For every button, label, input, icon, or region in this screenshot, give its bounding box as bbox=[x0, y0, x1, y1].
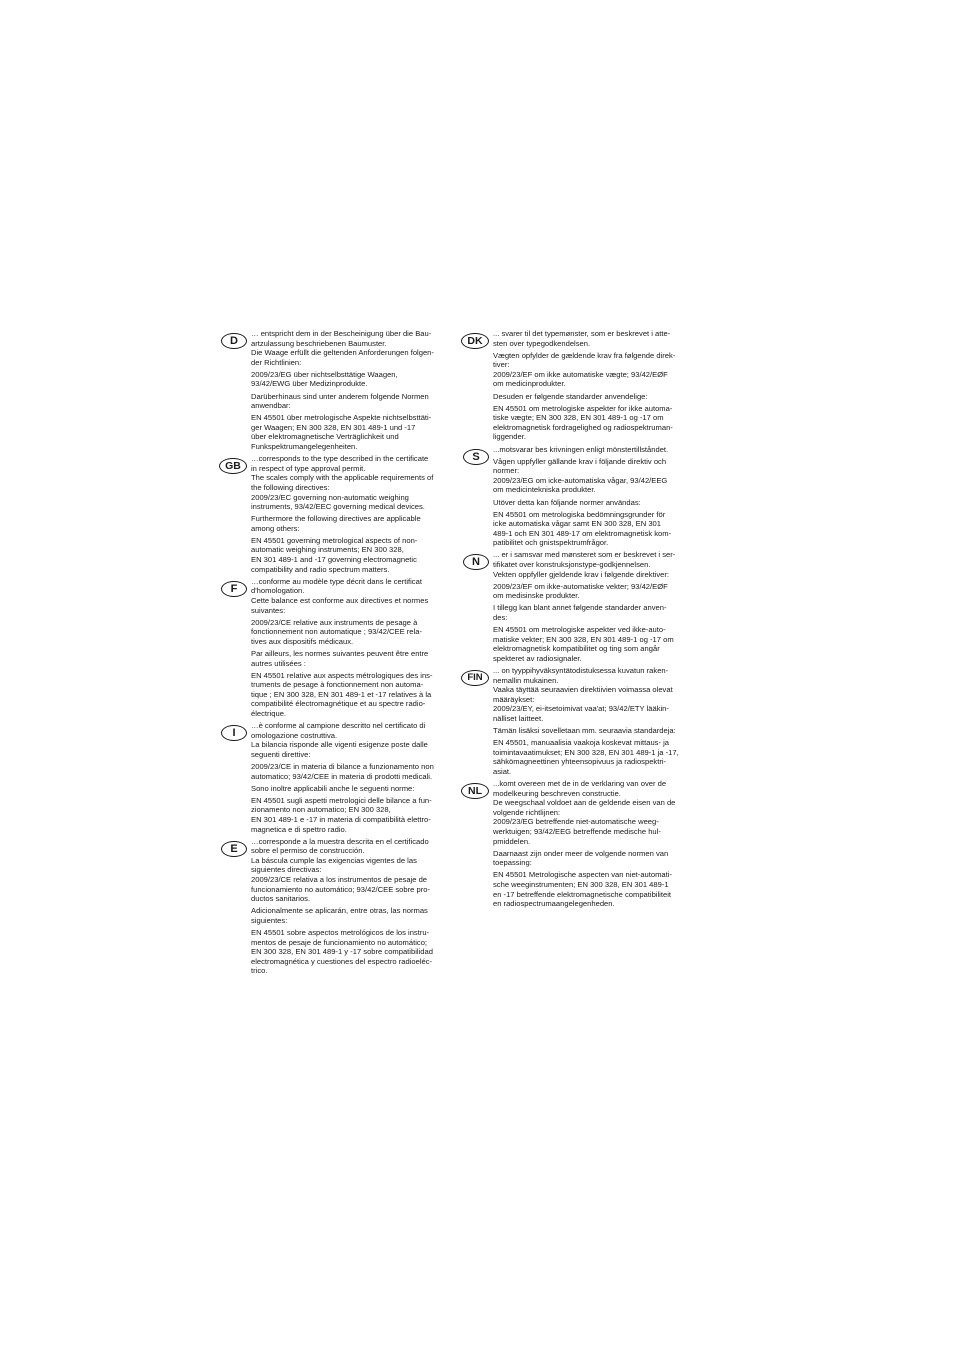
language-section-f bbox=[230, 576, 463, 719]
left-column bbox=[225, 329, 463, 978]
paragraph: Vægten opfylder de gældende krav fra følgende direk- tiver: 2009/23/EF om ikke automatiske vægte; 93/42/EØF om medicinprodukter. bbox=[493, 350, 676, 389]
language-section-s bbox=[472, 444, 705, 548]
language-section-fin bbox=[467, 666, 705, 777]
paragraph: Utöver detta kan följande normer användas: bbox=[493, 497, 641, 507]
paragraph: Sono inoltre applicabili anche le seguenti norme: bbox=[251, 783, 415, 793]
paragraph: EN 45501 om metrologiska bedömningsgrunder för icke automatiska vågar samt EN 300 328, EN 301 489-1 och EN 301 489-17 om elektromagnetisk kom- patibilitet och gnistspektrumfrågor. bbox=[493, 509, 672, 548]
paragraph: ... on tyyppihyväksyntätodistuksessa kuvatun raken- nemallin mukainen. Vaaka täyttää seuraavien direktiivien voimassa olevat määräykset: 2009/23/EY, ei-itsetoimivat vaa'at; 93/42/ETY lääkin- nälliset laitteet. bbox=[493, 666, 673, 723]
paragraph: …corresponds to the type described in the certificate in respect of type approval permit. The scales comply with the applicable requirements of the following directives: 2009/23/EC governing non-automatic weighing instruments, 93/42/EEC governing medical devices. bbox=[251, 454, 434, 512]
language-code-badge: F bbox=[221, 581, 247, 597]
paragraph: Desuden er følgende standarder anvendelige: bbox=[493, 391, 648, 401]
paragraph: 2009/23/EF om ikke-automatiske vekter; 93/42/EØF om medisinske produkter. bbox=[493, 581, 668, 601]
paragraph: EN 45501 über metrologische Aspekte nichtselbsttäti- ger Waagen; EN 300 328, EN 301 489-1 und -17 über elektromagnetische Verträglichkeit und Funkspektrumangelegenheiten. bbox=[251, 413, 432, 452]
right-column bbox=[467, 329, 705, 911]
language-code-badge: NL bbox=[461, 783, 489, 799]
paragraph: Tämän lisäksi sovelletaan mm. seuraavia standardeja: bbox=[493, 726, 676, 736]
paragraph: Adicionalmente se aplicarán, entre otras, las normas siguientes: bbox=[251, 906, 428, 925]
language-section-n bbox=[472, 550, 705, 663]
language-section-nl bbox=[468, 779, 705, 909]
paragraph: ... svarer til det typemønster, som er beskrevet i atte- sten over typegodkendelsen. bbox=[493, 329, 671, 348]
paragraph: EN 45501 relative aux aspects métrologiques des ins- truments de pesage à fonctionnement non automa- tique ; EN 300 328, EN 301 489-1 et -17 relatives à la compatibilité électromagnétique et au spectre radio- électrique. bbox=[251, 670, 433, 718]
language-section-gb bbox=[225, 454, 463, 574]
paragraph: ... er i samsvar med mønsteret som er beskrevet i ser- tifikatet over konstruksjonstype-godkjennelsen. Vekten oppfyller gjeldende krav i følgende direktiver: bbox=[493, 550, 676, 579]
language-code-badge: N bbox=[463, 554, 489, 570]
paragraph: Furthermore the following directives are applicable among others: bbox=[251, 514, 421, 533]
paragraph: … entspricht dem in der Bescheinigung über die Bau- artzulassung beschriebenen Baumuster. Die Waage erfüllt die geltenden Anforderungen folgen- der Richtlinien: bbox=[251, 329, 434, 367]
paragraph: EN 45501, manuaalisia vaakoja koskevat mittaus- ja toimintavaatimukset; EN 300 328, EN 301 489-1 ja -17, sähkömagneettinen yhteensopivuus ja radiospektri- asiat. bbox=[493, 738, 679, 776]
paragraph: ...komt overeen met de in de verklaring van over de modelkeuring beschreven constructie. De weegschaal voldoet aan de geldende eisen van de volgende richtlijnen: 2009/23/EG betreffende niet-automatische weeg- werktuigen; 93/42/EEG betreffende medische hul- pmiddelen. bbox=[493, 779, 676, 846]
paragraph: …corresponde a la muestra descrita en el certificado sobre el permiso de construcción. La báscula cumple las exigencias vigentes de las siguientes directivas: 2009/23/CE relativa a los instrumentos de pesaje de funcionamiento no automático; 93/42/CEE sobre pro- ductos sanitarios. bbox=[251, 836, 430, 904]
paragraph: ...motsvarar bes krivningen enligt mönstertillståndet. bbox=[493, 444, 669, 454]
language-code-badge: E bbox=[221, 841, 247, 857]
paragraph: …è conforme al campione descritto nel certificato di omologazione costruttiva. La bilancia risponde alle vigenti esigenze poste dalle seguenti direttive: bbox=[251, 721, 428, 759]
paragraph: 2009/23/CE relative aux instruments de pesage à fonctionnement non automatique ; 93/42/CEE rela- tives aux dispositifs médicaux. bbox=[251, 617, 422, 646]
language-section-e bbox=[230, 836, 463, 976]
language-section-i bbox=[232, 721, 463, 834]
language-section-dk bbox=[467, 329, 705, 442]
language-code-badge: D bbox=[221, 333, 247, 349]
paragraph: EN 45501 governing metrological aspects of non- automatic weighing instruments; EN 300 328, EN 301 489-1 and -17 governing electromagnetic compatibility and radio spectrum matters. bbox=[251, 535, 418, 574]
paragraph: Vågen uppfyller gällande krav i följande direktiv och normer: 2009/23/EG om icke-automatiska vågar, 93/42/EEG om medicintekniska produkter. bbox=[493, 456, 668, 495]
paragraph: EN 45501 sugli aspetti metrologici delle bilance a fun- zionamento non automatico; EN 300 328, EN 301 489-1 e -17 in materia di compatibilità elettro- magnetica e di spettro radio. bbox=[251, 795, 432, 834]
paragraph: …conforme au modèle type décrit dans le certificat d'homologation. Cette balance est conforme aux directives et normes suivantes: bbox=[251, 576, 429, 615]
paragraph: Daarnaast zijn onder meer de volgende normen van toepassing: bbox=[493, 848, 669, 868]
paragraph: Par ailleurs, les normes suivantes peuvent être entre autres utilisées : bbox=[251, 648, 429, 668]
language-code-badge: S bbox=[463, 449, 489, 465]
language-code-badge: DK bbox=[461, 333, 489, 349]
language-section-d bbox=[230, 329, 463, 452]
language-code-badge: GB bbox=[219, 458, 247, 474]
paragraph: EN 45501 om metrologiske aspekter for ikke automa- tiske vægte; EN 300 328, EN 301 489-1 og -17 om elektromagnetisk fordragelighed og radiospektruman- liggender. bbox=[493, 403, 673, 442]
paragraph: I tillegg kan blant annet følgende standarder anven- des: bbox=[493, 603, 667, 623]
paragraph: 2009/23/CE in materia di bilance a funzionamento non automatico; 93/42/CEE in materia di prodotti medicali. bbox=[251, 761, 434, 781]
paragraph: EN 45501 om metrologiske aspekter ved ikke-auto- matiske vekter; EN 300 328, EN 301 489-1 og -17 om elektromagnetisk kompatibilitet og ting som angår spekteret av radiosignaler. bbox=[493, 625, 674, 663]
paragraph: EN 45501 sobre aspectos metrológicos de los instru- mentos de pesaje de funcionamiento no automático; EN 300 328, EN 301 489-1 y -17 sobre compatibilidad electromagnética y cuestiones del espectro radioeléc- trico. bbox=[251, 927, 433, 976]
paragraph: 2009/23/EG über nichtselbsttätige Waagen, 93/42/EWG über Medizinprodukte. bbox=[251, 369, 398, 389]
language-code-badge: FIN bbox=[461, 670, 489, 686]
paragraph: Darüberhinaus sind unter anderem folgende Normen anwendbar: bbox=[251, 391, 429, 411]
language-code-badge: I bbox=[221, 725, 247, 741]
paragraph: EN 45501 Metrologische aspecten van niet-automati- sche weeginstrumenten; EN 300 328, EN 301 489-1 en -17 betreffende elektromagnetische compatibiliteit en radiospectrumaangelegenheden. bbox=[493, 870, 672, 909]
